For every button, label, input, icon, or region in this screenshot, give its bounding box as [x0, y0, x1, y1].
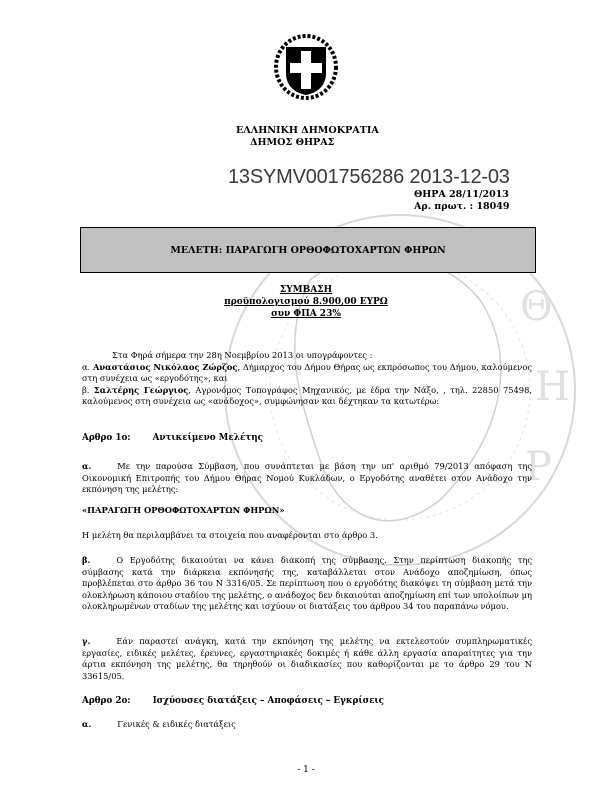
intro-line: Στα Φηρά σήμερα την 28η Νοεμβρίου 2013 οι υπογράφοντες : — [112, 350, 373, 360]
article-1-b — [82, 555, 532, 613]
article-2-label: Αρθρο 2ο: — [82, 696, 131, 706]
article-2-heading — [82, 696, 384, 706]
party-b-name: Σαλτέρης Γεώργιος — [93, 384, 189, 395]
party-a-marker: α. — [82, 361, 93, 372]
svg-text:Ρ: Ρ — [525, 444, 552, 490]
article-1-c-text: Εάν παραστεί ανάγκη, κατά την εκπόνηση της μελέτης να εκτελεστούν συμπληρωματικές εργασίες, ειδικές μελέτες, έρευνες, εργαστηριακές δοκιμές ή κάθε άλλη εργασία απαραίτητες για την άρτια εκπόνηση της μελέτης, θα τηρηθούν οι διαδικασίες που καθορίζονται με το άρθρο 29 του Ν 33615/05. — [82, 636, 532, 681]
contract-budget: προϋπολογισμού 8.900,00 ΕΥΡΩ — [224, 297, 388, 307]
article-2-a — [82, 719, 532, 731]
contract-vat: συν ΦΠΑ 23% — [271, 309, 341, 319]
article-1-heading — [82, 433, 263, 443]
article-1-b-text: Ο Εργοδότης δικαιούται να κάνει διακοπή της σύμβασης. Στην περίπτωση διακοπής της σύμβασης κατά την διάρκεια εκπόνησής της, καταβάλλεται στον Ανάδοχο αποζημίωση, όπως προβλέπεται στο άρθρο 36 του Ν 3316/05. Σε περίπτωση που ο εργοδότης διακόψει τη σύμβαση μετά την ολοκλήρωση κάποιου σταδίου της μελέτης, ο ανάδοχος δεν δικαιούται αποζημίωση επί των υπολοίπων μη ολοκληρωμένων σταδίων της μελέτης και ισχύουν οι διατάξεις του άρθρου 34 του παραπάνω νόμου. — [82, 555, 532, 611]
study-title-box — [80, 227, 536, 273]
place-date: ΘΗΡΑ 28/11/2013 — [414, 189, 509, 200]
article-1-a-text: Με την παρούσα Σύμβαση, που συνάπτεται με βάση την υπ' αριθμό 79/2013 απόφαση της Οικονομική Επιτροπής του Δήμου Θήρας Νομού Κυκλάδων, ο Εργοδότης αναθέτει στον Ανάδοχο την εκπόνηση της μελέτης: — [82, 461, 532, 494]
municipality-label: ΔΗΜΟΣ ΘΗΡΑΣ — [250, 137, 335, 148]
contract-title: ΣΥΜΒΑΣΗ — [279, 285, 333, 295]
party-a-name: Αναστάσιος Νικόλαος Ζώρζος — [92, 361, 238, 372]
study-scope: Η μελέτη θα περιλαμβάνει τα στοιχεία που αναφέρονται στο άρθρο 3. — [82, 530, 378, 540]
republic-label: ΕΛΛΗΝΙΚΗ ΔΗΜΟΚΡΑΤΙΑ — [236, 125, 379, 136]
study-title: ΜΕΛΕΤΗ: ΠΑΡΑΓΩΓΗ ΟΡΘΟΦΩΤΟΧΑΡΤΩΝ ΦΗΡΩΝ — [170, 244, 446, 256]
svg-text:Θ: Θ — [520, 284, 553, 330]
page-number: - 1 - — [297, 765, 315, 775]
article-1-a — [82, 461, 532, 496]
article-2-title: Ισχύουσες διατάξεις – Αποφάσεις – Εγκρίσεις — [152, 696, 385, 706]
article-1-c-marker: γ. — [82, 636, 91, 646]
party-b — [82, 385, 532, 408]
party-b-marker: β. — [82, 384, 94, 395]
intro-paragraph — [82, 350, 532, 408]
svg-text:Η: Η — [535, 364, 570, 410]
article-1-label: Αρθρο 1ο: — [82, 433, 131, 443]
study-name: «ΠΑΡΑΓΩΓΗ ΟΡΘΟΦΩΤΟΧΑΡΤΩΝ ΦΗΡΩΝ» — [82, 505, 285, 515]
article-1-b-marker: β. — [82, 555, 91, 565]
article-1-a-marker: α. — [82, 461, 92, 471]
ada-code: 13SYMV001756286 2013-12-03 — [228, 166, 510, 188]
article-1-c — [82, 636, 532, 682]
protocol-number: Αρ. πρωτ. : 18049 — [414, 201, 510, 212]
coat-of-arms-icon — [272, 33, 340, 101]
party-a — [82, 362, 532, 385]
article-2-a-text: Γενικές & ειδικές διατάξεις — [117, 719, 236, 729]
article-2-a-marker: α. — [82, 719, 92, 729]
party-a-text: , Δήμαρχος του Δήμου Θήρας ως εκπρόσωπος του Δήμου, καλούμενος στη συνέχεια ως «εργοδότης», και — [82, 361, 532, 383]
article-1-title: Αντικείμενο Μελέτης — [152, 433, 263, 443]
party-b-text: , Αγρονόμος Τοπογράφος Μηχανικός, με έδρα την Νάξο, , τηλ. 22850 75498, καλούμενος στη συνέχεια ως «ανάδοχος», συμφώνησαν και δέχτηκαν τα κατωτέρω: — [82, 384, 532, 406]
